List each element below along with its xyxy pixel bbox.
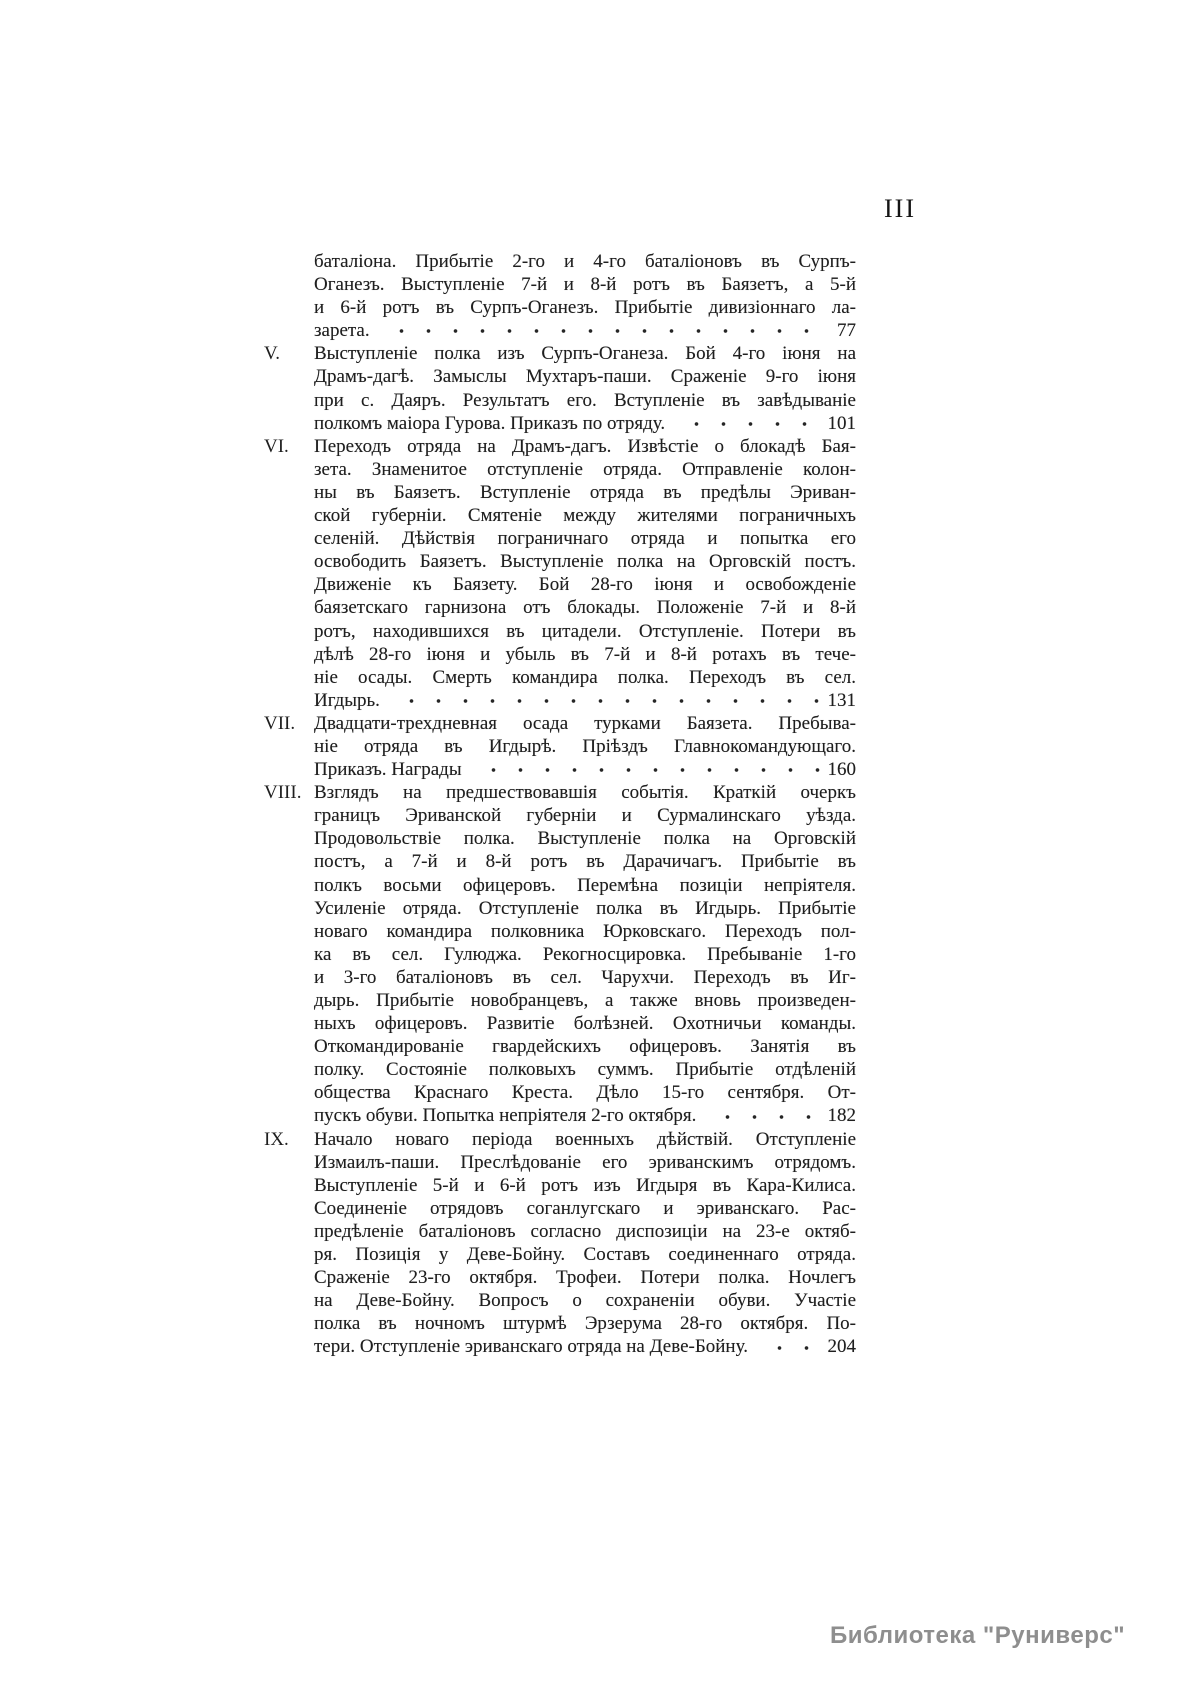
toc-line-with-page [314, 319, 856, 342]
toc-line: Соединеніе отрядовъ соганлугскаго и эриванскаго. Рас- [314, 1197, 856, 1219]
toc-line: ря. Позиція у Деве-Бойну. Составъ соединеннаго отряда. [314, 1244, 856, 1266]
toc-line: Оганезъ. Выступленіе 7-й и 8-й ротъ въ Баязетъ, а 5-й [314, 274, 856, 296]
toc-line: ротъ, находившихся въ цитадели. Отступленіе. Потери въ [314, 620, 856, 642]
toc-entry [264, 250, 856, 342]
toc-entry-text [314, 250, 856, 342]
toc-line: предѣленіе баталіоновъ согласно диспозиціи на 23-е октяб- [314, 1220, 856, 1242]
toc-line: Продовольствіе полка. Выступленіе полка на Орговскій [314, 828, 856, 850]
toc-entry [264, 435, 856, 712]
toc-line: баязетскаго гарнизона отъ блокады. Положеніе 7-й и 8-й [314, 597, 856, 619]
toc-line: ской губерніи. Смятеніе между жителями пограничныхъ [314, 505, 856, 527]
toc-line: Измаилъ-паши. Преслѣдованіе его эриванскимъ отрядомъ. [314, 1151, 856, 1173]
page-number: III [884, 194, 916, 223]
toc-entry-text [314, 781, 856, 1127]
toc-line-with-page [314, 1335, 856, 1358]
toc-entry-text [314, 712, 856, 781]
toc-line: зарета. [314, 320, 370, 342]
toc-line: ніе отряда въ Игдырѣ. Пріѣздъ Главнокомандующаго. [314, 735, 856, 757]
toc-entry [264, 781, 856, 1127]
toc-line: полку. Состояніе полковыхъ суммъ. Прибытіе отдѣленій [314, 1059, 856, 1081]
toc-line: Движеніе къ Баязету. Бой 28-го іюня и освобожденіе [314, 574, 856, 596]
toc-line: общества Краснаго Креста. Дѣло 15-го сентября. От- [314, 1082, 856, 1104]
toc-line-with-page [314, 758, 856, 781]
toc-entry-text [314, 435, 856, 712]
toc-entry [264, 1128, 856, 1359]
toc-line: селеній. Дѣйствія пограничнаго отряда и попытка его [314, 528, 856, 550]
toc-page-ref: 77 [837, 320, 856, 342]
toc-page-ref: 182 [827, 1105, 856, 1127]
toc-entry-numeral: IX. [264, 1128, 289, 1150]
dot-leader [382, 319, 831, 342]
toc-page-ref: 131 [827, 689, 856, 711]
toc-line: ны въ Баязетъ. Вступленіе отряда въ предѣлы Эриван- [314, 481, 856, 503]
toc-line: постъ, а 7-й и 8-й ротъ въ Дарачичагъ. Прибытіе въ [314, 851, 856, 873]
toc-line: пускъ обуви. Попытка непріятеля 2-го октября. [314, 1105, 697, 1127]
toc-line: ныхъ офицеровъ. Развитіе болѣзней. Охотничьи команды. [314, 1013, 856, 1035]
toc-line: Откомандированіе гвардейскихъ офицеровъ. Занятія въ [314, 1036, 856, 1058]
toc-entry-numeral: VIII. [264, 782, 302, 804]
toc-line: Сраженіе 23-го октября. Трофеи. Потери полка. Ночлегъ [314, 1267, 856, 1289]
toc-line: и 6-й ротъ въ Сурпъ-Оганезъ. Прибытіе дивизіоннаго ла- [314, 297, 856, 319]
toc-line: дырь. Прибытіе новобранцевъ, а также вновь произведен- [314, 990, 856, 1011]
toc-entry-numeral: VI. [264, 435, 289, 457]
toc-line: полкомъ маіора Гурова. Приказъ по отряду. [314, 412, 666, 434]
toc-line: Двадцати-трехдневная осада турками Баязета. Пребыва- [314, 712, 856, 734]
toc-line: зета. Знаменитое отступленіе отряда. Отправленіе колон- [314, 458, 856, 480]
toc-line: Выступленіе 5-й и 6-й ротъ изъ Игдыря въ Кара-Килиса. [314, 1174, 856, 1196]
toc-line: Переходъ отряда на Драмъ-дагъ. Извѣстіе о блокадѣ Бая- [314, 435, 856, 457]
toc-entry-text [314, 1128, 856, 1359]
toc-line: Драмъ-дагѣ. Замыслы Мухтаръ-паши. Сраженіе 9-го іюня [314, 366, 856, 388]
dot-leader [474, 758, 822, 781]
toc-line: при с. Даяръ. Результатъ его. Вступленіе въ завѣдываніе [314, 389, 856, 411]
dot-leader [760, 1335, 822, 1358]
toc-line-with-page [314, 1104, 856, 1127]
toc-line: Выступленіе полка изъ Сурпъ-Оганеза. Бой 4-го іюня на [314, 343, 856, 365]
toc-line: дѣлѣ 28-го іюня и убыль въ 7-й и 8-й ротахъ въ тече- [314, 643, 856, 665]
dot-leader [677, 412, 821, 435]
toc-line: Игдырь. [314, 689, 380, 711]
toc-page-ref: 204 [827, 1336, 856, 1358]
table-of-contents [264, 250, 856, 1359]
toc-page-ref: 160 [827, 759, 856, 781]
toc-line: на Деве-Бойну. Вопросъ о сохраненіи обуви. Участіе [314, 1290, 856, 1312]
toc-line: полка въ ночномъ штурмѣ Эрзерума 28-го октября. По- [314, 1313, 856, 1335]
dot-leader [708, 1104, 821, 1127]
toc-line: Взглядъ на предшествовавшія событія. Краткій очеркъ [314, 782, 856, 804]
dot-leader [392, 689, 822, 712]
toc-line: освободить Баязетъ. Выступленіе полка на Орговскій постъ. [314, 551, 856, 573]
toc-line-with-page [314, 689, 856, 712]
toc-line: ка въ сел. Гулюджа. Рекогносцировка. Пребываніе 1-го [314, 943, 856, 965]
toc-entry [264, 342, 856, 434]
toc-line: Начало новаго періода военныхъ дѣйствій. Отступленіе [314, 1128, 856, 1150]
toc-entry-numeral: V. [264, 343, 281, 365]
toc-line: и 3-го баталіоновъ въ сел. Чарухчи. Переходъ въ Иг- [314, 966, 856, 988]
toc-line: ніе осады. Смерть командира полка. Переходъ въ сел. [314, 666, 856, 688]
toc-entry [264, 712, 856, 781]
library-watermark: Библиотека "Руниверс" [830, 1622, 1126, 1649]
toc-line: Приказъ. Награды [314, 759, 462, 781]
toc-line: баталіона. Прибытіе 2-го и 4-го баталіоновъ въ Сурпъ- [314, 251, 856, 272]
toc-line-with-page [314, 412, 856, 435]
toc-line: границъ Эриванской губерніи и Сурмалинскаго уѣзда. [314, 805, 856, 827]
toc-page-ref: 101 [827, 412, 856, 434]
toc-line: Усиленіе отряда. Отступленіе полка въ Игдырь. Прибытіе [314, 897, 856, 919]
toc-entry-numeral: VII. [264, 712, 296, 734]
toc-entry-text [314, 342, 856, 434]
toc-line: новаго командира полковника Юрковскаго. Переходъ пол- [314, 920, 856, 942]
toc-line: тери. Отступленіе эриванскаго отряда на Деве-Бойну. [314, 1336, 748, 1358]
toc-line: полкъ восьми офицеровъ. Перемѣна позиціи непріятеля. [314, 874, 856, 896]
